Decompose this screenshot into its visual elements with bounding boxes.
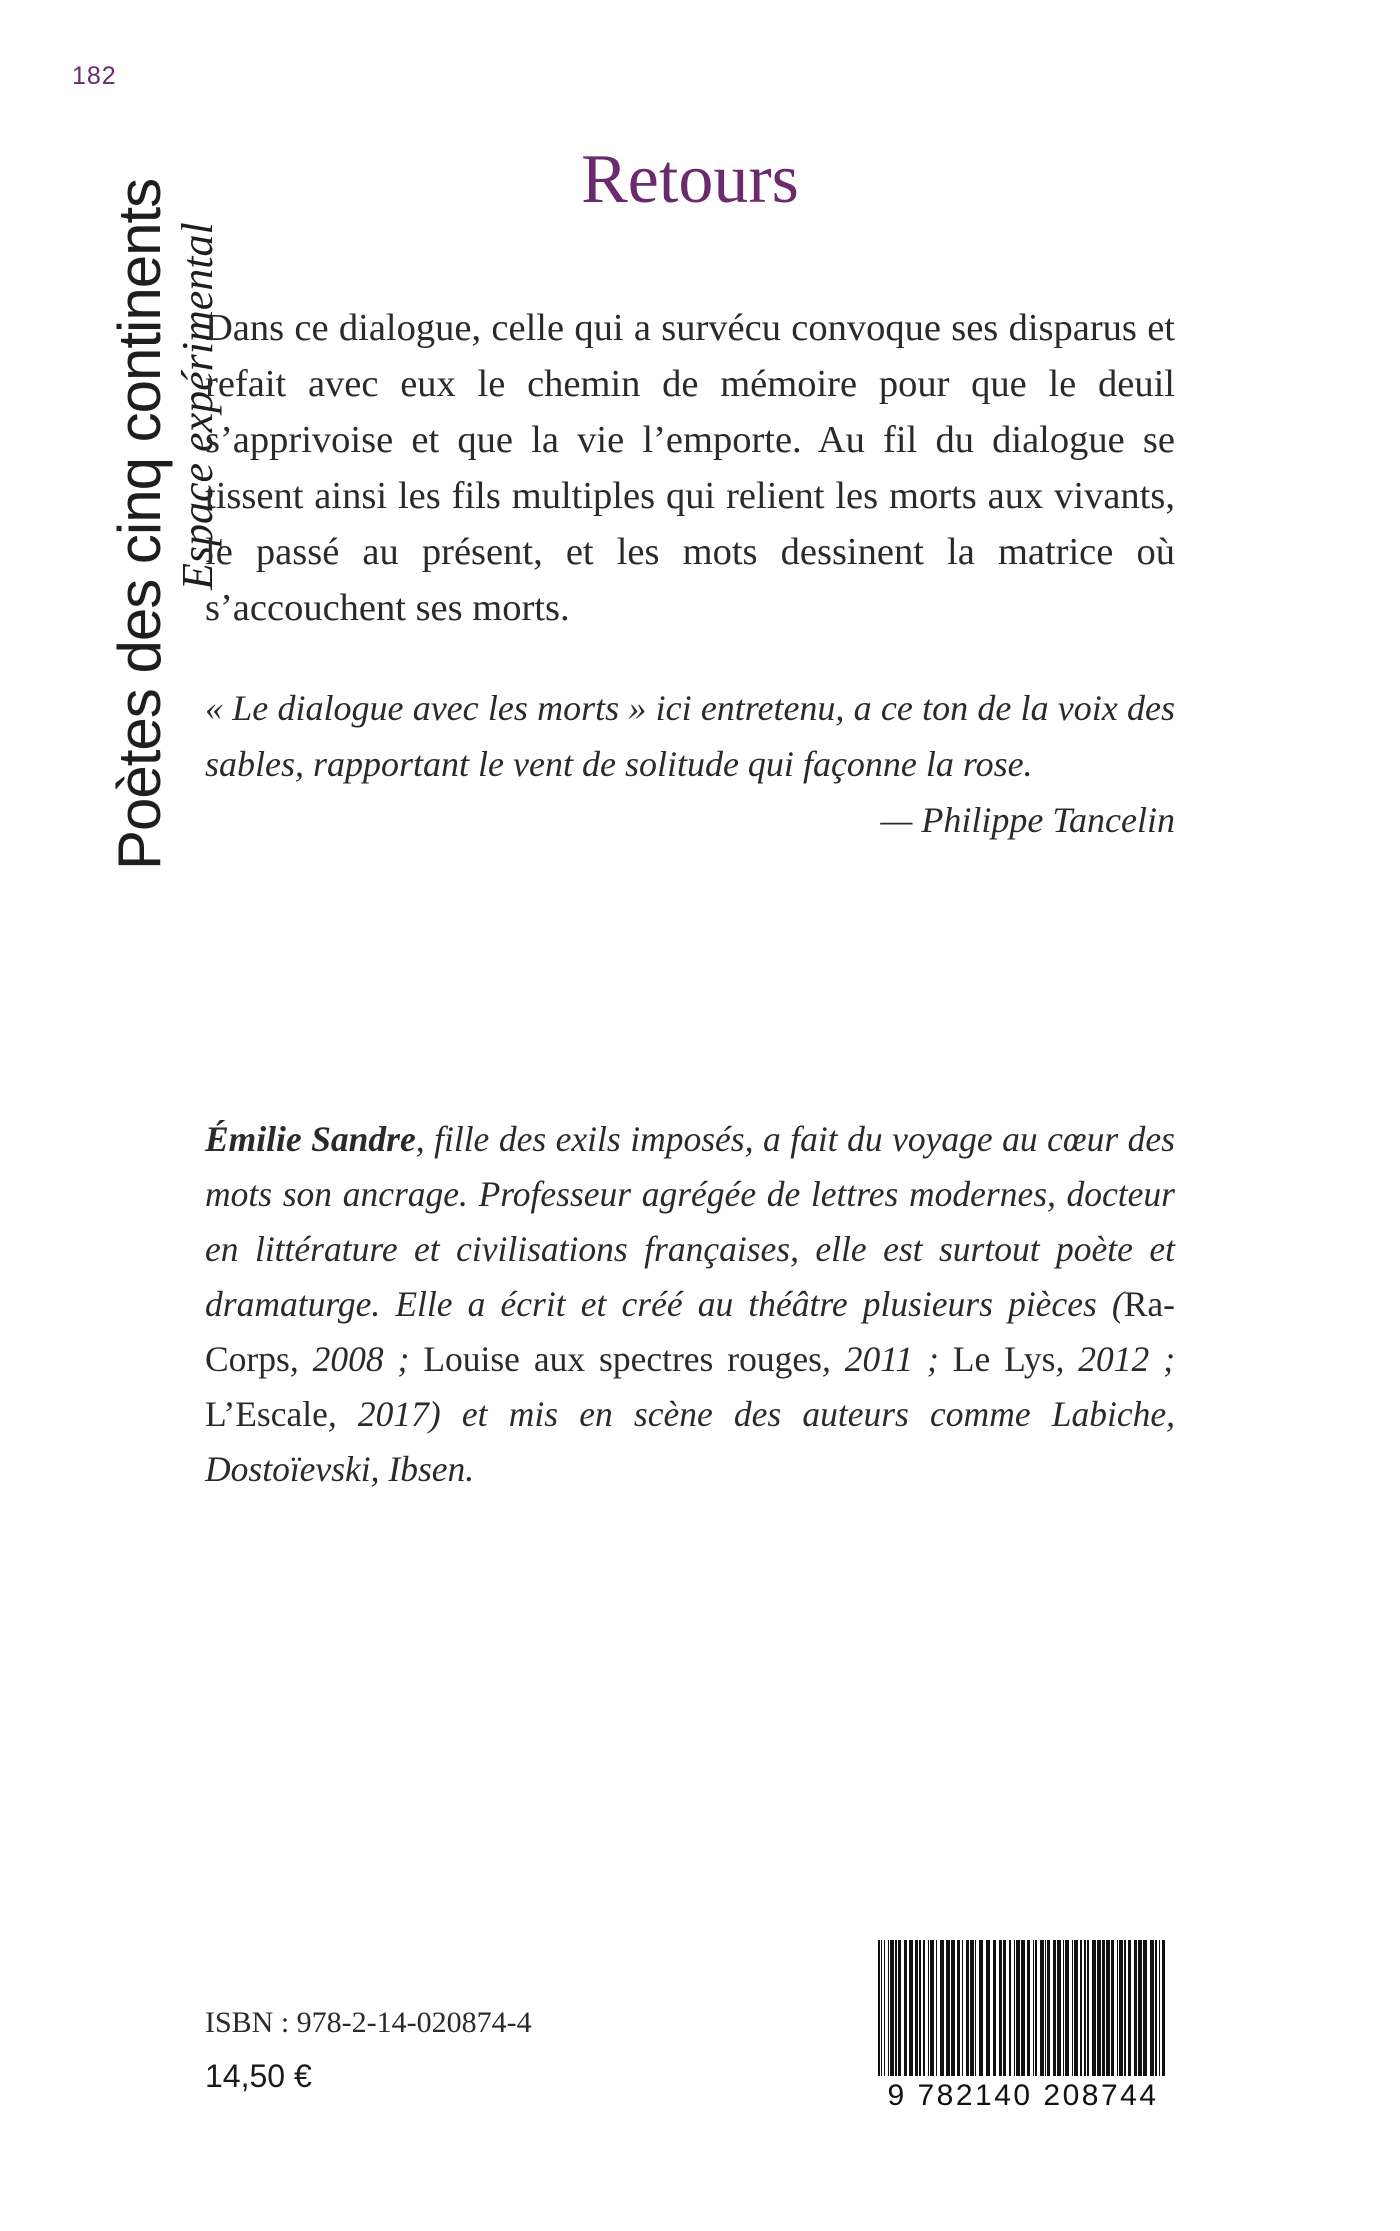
barcode-bar bbox=[951, 1940, 955, 2085]
barcode-bar bbox=[930, 1940, 934, 2085]
barcode-bar bbox=[936, 1940, 937, 2085]
bio-text: , 2011 ; bbox=[821, 1339, 953, 1379]
barcode-bar bbox=[1087, 1940, 1089, 2085]
series-subtitle: Espace expérimental bbox=[173, 222, 222, 590]
barcode-bar bbox=[928, 1940, 929, 2085]
quote-author: — Philippe Tancelin bbox=[880, 800, 1175, 840]
barcode-bar bbox=[1014, 1940, 1015, 2085]
barcode-bar bbox=[1102, 1940, 1105, 2085]
barcode-bar bbox=[884, 1940, 885, 2085]
barcode-bar bbox=[1162, 1940, 1165, 2085]
barcode-bar bbox=[1074, 1940, 1078, 2085]
isbn: ISBN : 978-2-14-020874-4 bbox=[205, 2006, 532, 2039]
bio-text: , 2012 ; bbox=[1055, 1339, 1176, 1379]
work-title: Ra-Corps bbox=[205, 1284, 1175, 1379]
barcode-digits: 9 782140 208744 bbox=[872, 2076, 1174, 2116]
barcode-bar bbox=[923, 1940, 925, 2085]
barcode-bar bbox=[1045, 1940, 1046, 2085]
ean13-barcode-icon bbox=[872, 1940, 1174, 2085]
barcode-bar bbox=[919, 1940, 921, 2085]
barcode-bar bbox=[1033, 1940, 1034, 2085]
barcode-bar bbox=[1057, 1940, 1061, 2085]
barcode-bar bbox=[1092, 1940, 1096, 2085]
bio-text: , 2017) et mis en scène des auteurs comme Labiche, Dostoïevski, Ibsen. bbox=[205, 1394, 1175, 1489]
barcode-bar bbox=[957, 1940, 960, 2085]
review-quote: « Le dialogue avec les morts » ici entretenu, a ce ton de la voix des sables, rapportant le vent de solitude qui façonne la rose. bbox=[205, 688, 1175, 784]
barcode-bar bbox=[986, 1940, 990, 2085]
price: 14,50 € bbox=[205, 2058, 312, 2094]
barcode-bar bbox=[1138, 1940, 1142, 2085]
barcode-bar bbox=[962, 1940, 963, 2085]
barcode-bar bbox=[1106, 1940, 1110, 2085]
barcode-bar bbox=[1097, 1940, 1101, 2085]
barcode-bar bbox=[1027, 1940, 1030, 2085]
barcode-bar bbox=[1143, 1940, 1147, 2085]
barcode-bar bbox=[1150, 1940, 1154, 2085]
bio-text: , fille des exils imposés, a fait du voyage au cœur des mots son ancrage. Professeur agrégée de lettres modernes, docteur en littérature et civilisations françaises, elle est surtout poète et dramaturge. Elle a écrit et créé au théâtre plusieurs pièces ( bbox=[205, 1119, 1176, 1324]
barcode-bar bbox=[975, 1940, 976, 2085]
barcode-bar bbox=[946, 1940, 950, 2085]
barcode-bar bbox=[1159, 1940, 1160, 2085]
barcode-bar bbox=[1111, 1940, 1114, 2085]
barcode-bar bbox=[1134, 1940, 1137, 2085]
barcode bbox=[872, 1940, 1174, 2120]
work-title: Le Lys bbox=[952, 1339, 1056, 1379]
series-name: Poètes des cinq continents bbox=[106, 178, 173, 870]
barcode-bar bbox=[881, 1940, 882, 2085]
barcode-bar bbox=[1063, 1940, 1064, 2085]
barcode-bar bbox=[1072, 1940, 1073, 2085]
barcode-bar bbox=[1047, 1940, 1050, 2085]
author-bio bbox=[205, 1112, 1175, 1497]
barcode-bar bbox=[1124, 1940, 1126, 2085]
barcode-bar bbox=[888, 1940, 889, 2085]
barcode-bar bbox=[966, 1940, 969, 2085]
bio-text: , 2008 ; bbox=[289, 1339, 424, 1379]
work-title: L’Escale bbox=[205, 1394, 328, 1434]
barcode-bar bbox=[898, 1940, 901, 2085]
barcode-bar bbox=[1080, 1940, 1082, 2085]
author-name: Émilie Sandre bbox=[205, 1119, 416, 1159]
barcode-bar bbox=[1084, 1940, 1086, 2085]
barcode-bar bbox=[1128, 1940, 1131, 2085]
book-title: Retours bbox=[581, 141, 799, 218]
barcode-bar bbox=[904, 1940, 907, 2085]
barcode-bar bbox=[895, 1940, 897, 2085]
work-title: Louise aux spectres rouges bbox=[423, 1339, 822, 1379]
barcode-bar bbox=[1040, 1940, 1044, 2085]
barcode-bar bbox=[1155, 1940, 1157, 2085]
barcode-bar bbox=[1021, 1940, 1025, 2085]
barcode-bar bbox=[1119, 1940, 1123, 2085]
collection-number: 182 bbox=[72, 62, 117, 90]
barcode-bar bbox=[993, 1940, 996, 2085]
book-blurb: Dans ce dialogue, celle qui a survécu convoque ses disparus et refait avec eux le chemin de mémoire pour que le deuil s’apprivoise et que la vie l’emporte. Au fil du dialogue se tissent ainsi les fils multiples qui relient les morts aux vivants, le passé au présent, et les mots dessinent la matrice où s’accouchent ses morts. bbox=[205, 307, 1175, 629]
barcode-bar bbox=[1053, 1940, 1056, 2085]
barcode-bar bbox=[878, 1940, 880, 2085]
barcode-bar bbox=[1117, 1940, 1118, 2085]
barcode-bar bbox=[1035, 1940, 1037, 2085]
barcode-bar bbox=[915, 1940, 918, 2085]
barcode-bar bbox=[1065, 1940, 1069, 2085]
barcode-bar bbox=[890, 1940, 894, 2085]
barcode-bar bbox=[909, 1940, 913, 2085]
barcode-bar bbox=[1009, 1940, 1011, 2085]
barcode-bar bbox=[1016, 1940, 1020, 2085]
barcode-bar bbox=[970, 1940, 974, 2085]
barcode-bar bbox=[1003, 1940, 1006, 2085]
barcode-bar bbox=[940, 1940, 944, 2085]
barcode-bar bbox=[999, 1940, 1002, 2085]
barcode-bar bbox=[979, 1940, 983, 2085]
